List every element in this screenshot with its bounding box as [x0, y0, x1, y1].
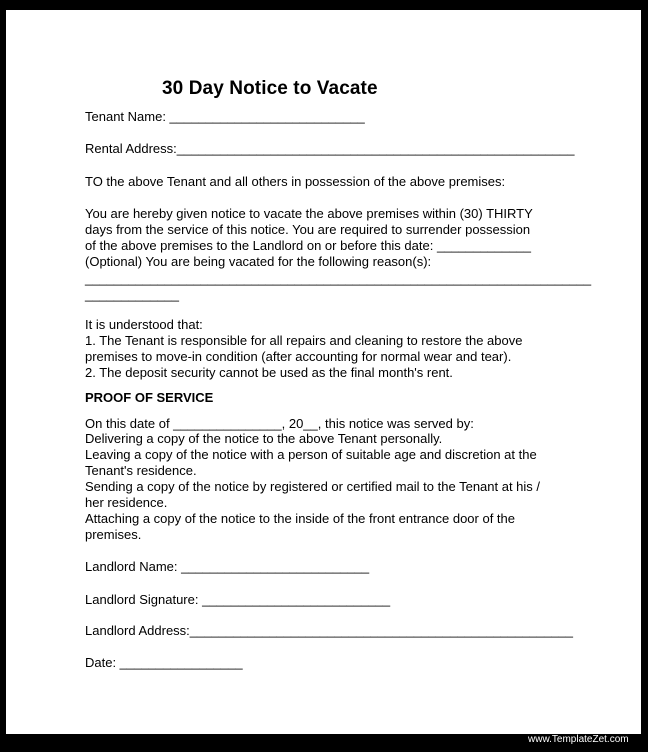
reason-blank-line: _____________: [85, 287, 179, 302]
rental-address-field: Rental Address:_______________________________________________________: [85, 141, 575, 156]
page-title: 30 Day Notice to Vacate: [162, 78, 378, 99]
tenant-name-field: Tenant Name: ___________________________: [85, 109, 365, 124]
notice-line: (Optional) You are being vacated for the following reason(s):: [85, 254, 432, 269]
date-field: Date: _________________: [85, 655, 243, 670]
reason-blank-line: ______________________________________________________________________: [85, 271, 592, 286]
proof-line: premises.: [85, 527, 142, 542]
understood-line: premises to move-in condition (after accounting for normal wear and tear).: [85, 349, 512, 364]
proof-of-service-heading: PROOF OF SERVICE: [85, 390, 214, 405]
to-tenant-line: TO the above Tenant and all others in possession of the above premises:: [85, 174, 506, 189]
understood-line: It is understood that:: [85, 317, 203, 332]
proof-line: her residence.: [85, 495, 168, 510]
understood-line: 1. The Tenant is responsible for all repairs and cleaning to restore the above: [85, 333, 523, 348]
proof-line: Tenant's residence.: [85, 463, 197, 478]
notice-line: days from the service of this notice. You are required to surrender possession: [85, 222, 531, 237]
proof-line: Leaving a copy of the notice with a person of suitable age and discretion at the: [85, 447, 537, 462]
notice-line: of the above premises to the Landlord on or before this date: _____________: [85, 238, 531, 253]
proof-line: On this date of _______________, 20__, this notice was served by:: [85, 416, 474, 431]
landlord-signature-field: Landlord Signature: __________________________: [85, 592, 391, 607]
understood-line: 2. The deposit security cannot be used as the final month's rent.: [85, 365, 453, 380]
landlord-name-field: Landlord Name: __________________________: [85, 559, 370, 574]
document-page: [6, 10, 641, 734]
proof-line: Sending a copy of the notice by registered or certified mail to the Tenant at his /: [85, 479, 541, 494]
landlord-address-field: Landlord Address:_____________________________________________________: [85, 623, 573, 638]
notice-line: You are hereby given notice to vacate the above premises within (30) THIRTY: [85, 206, 533, 221]
proof-line: Attaching a copy of the notice to the inside of the front entrance door of the: [85, 511, 516, 526]
proof-line: Delivering a copy of the notice to the above Tenant personally.: [85, 431, 443, 446]
watermark-text: www.TemplateZet.com: [528, 734, 629, 745]
